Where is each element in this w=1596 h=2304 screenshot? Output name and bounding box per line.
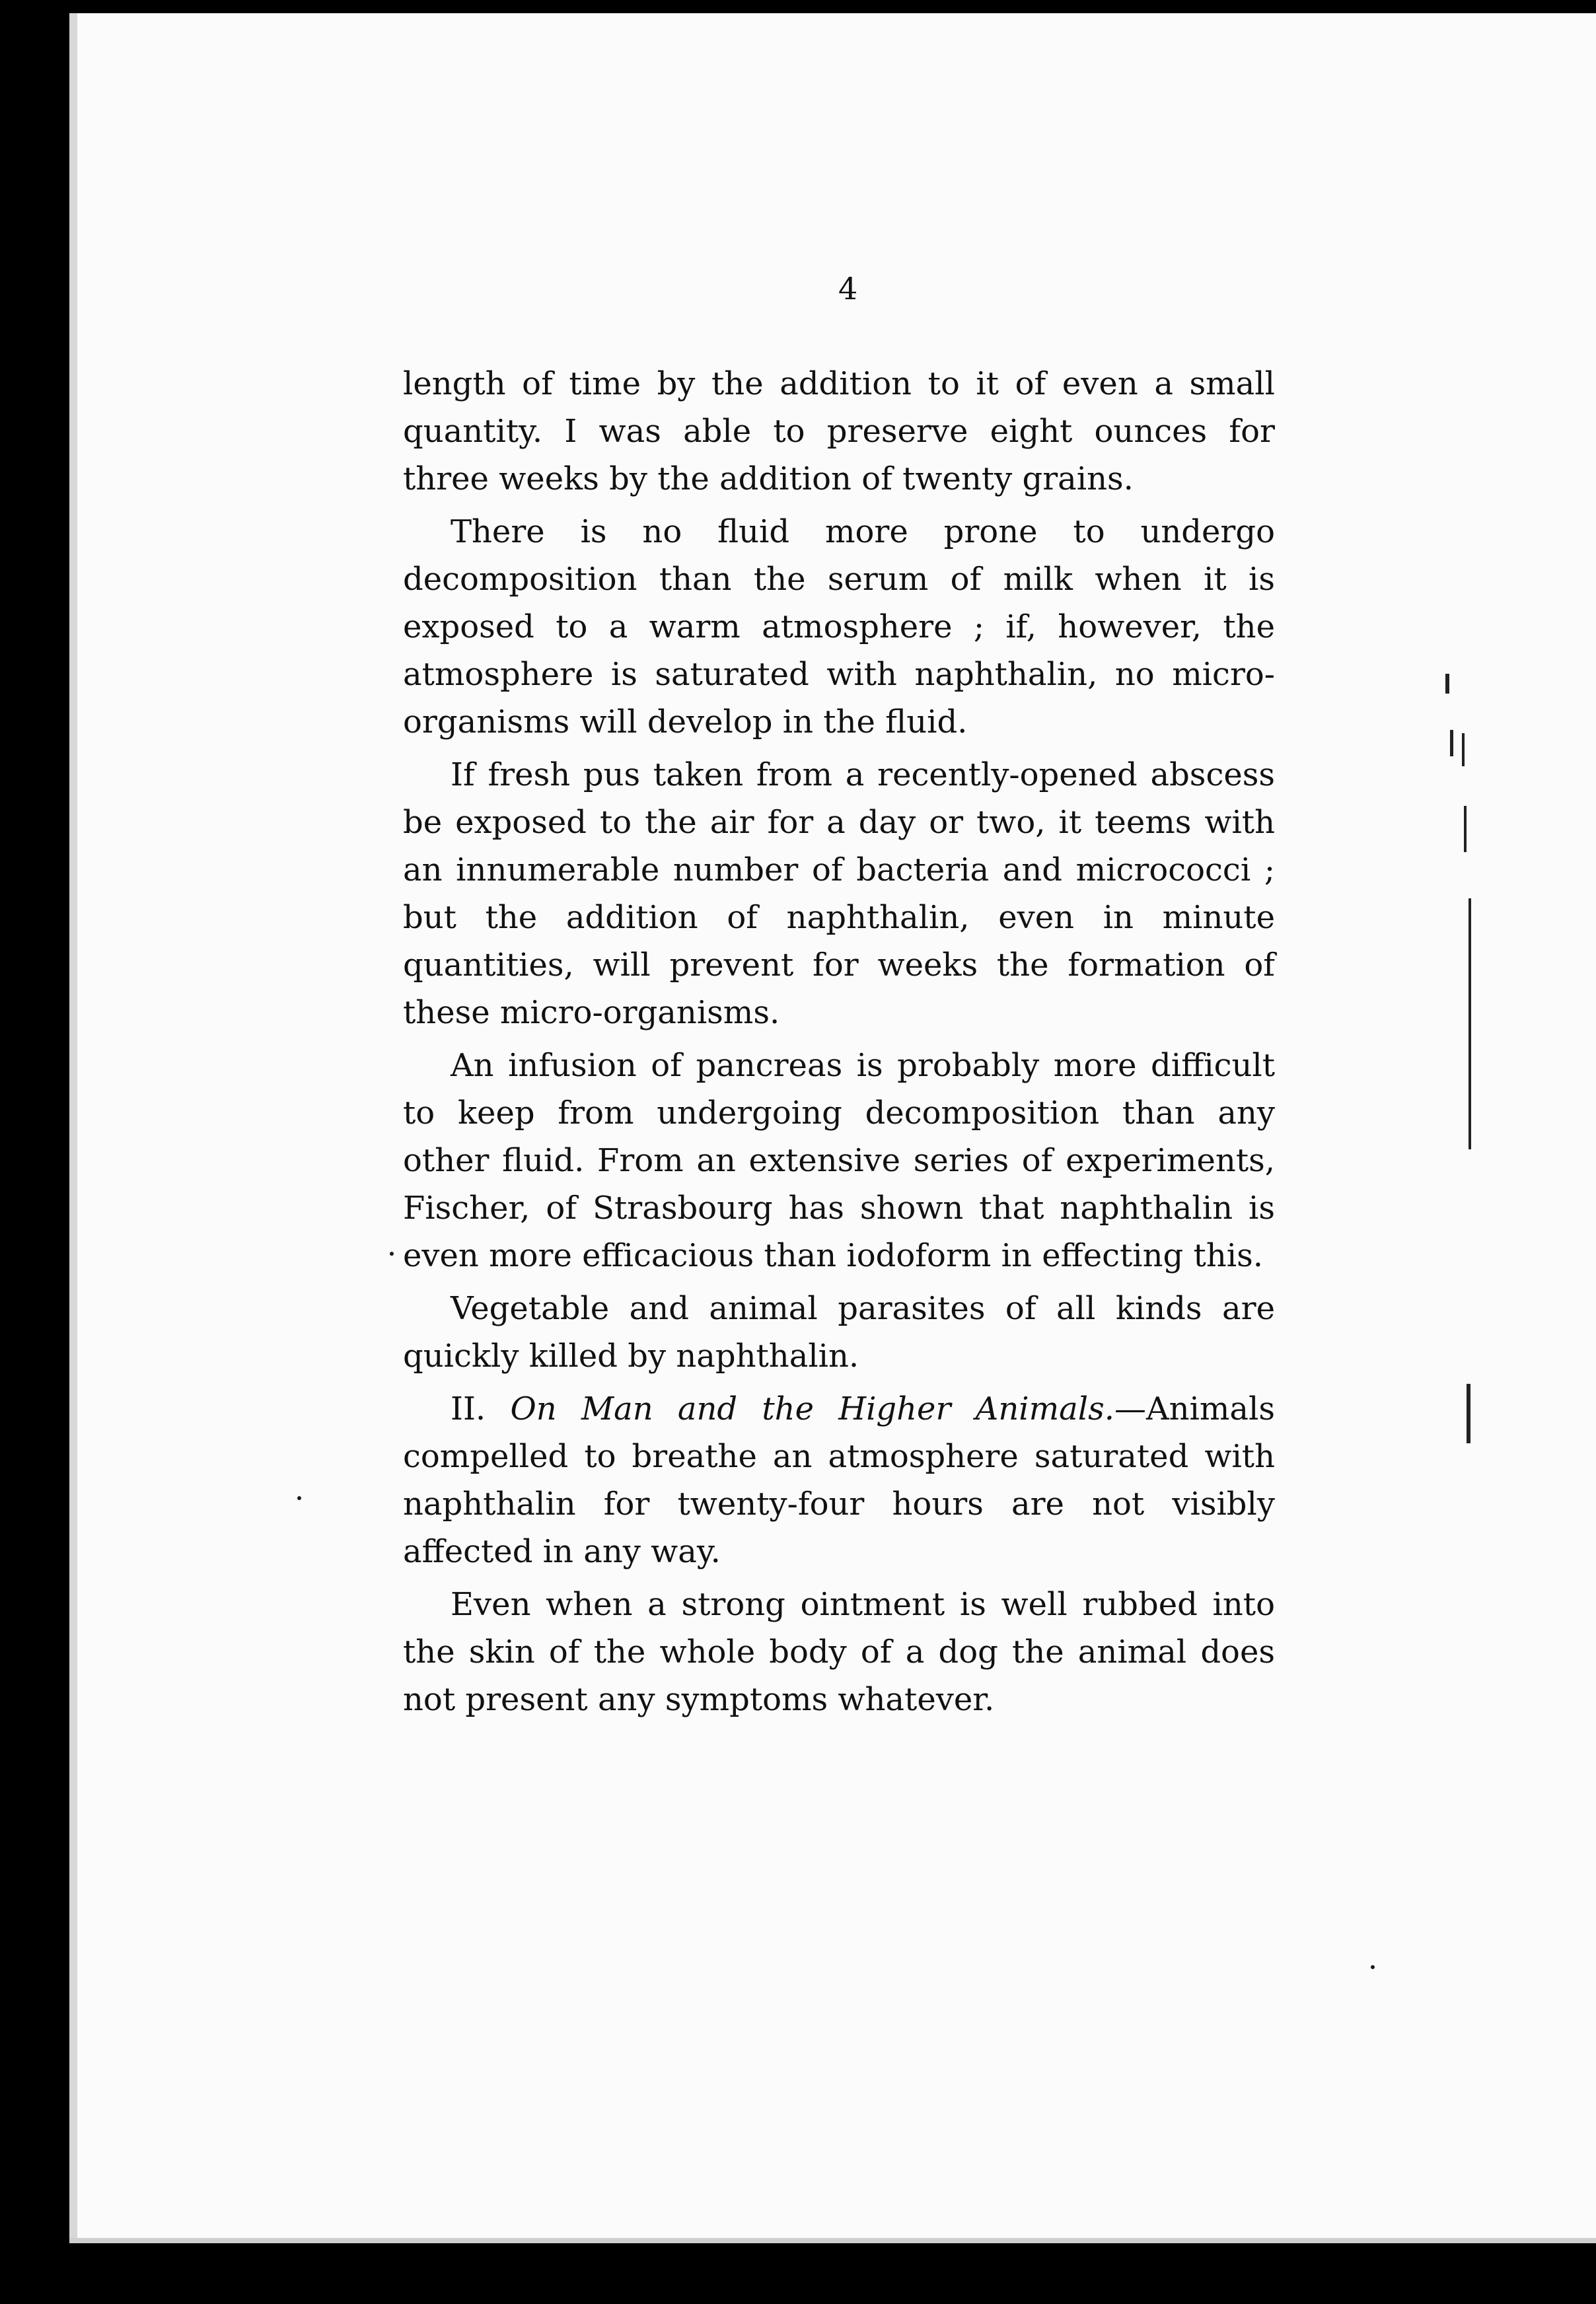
paragraph-3: If fresh pus taken from a recently-opened abscess be exposed to the air for a day or two, it teems with an innumerable number of bacteria and micrococci ; but the addition of naphthalin, even in minute quantities, will prevent for weeks the formation of these micro-organisms.	[403, 756, 1275, 1031]
paragraph-6	[403, 1385, 1275, 1575]
page-sheet	[69, 13, 1596, 2243]
page-shadow	[69, 13, 77, 2243]
binding-mark	[1467, 1384, 1470, 1443]
scan-speck	[1371, 1965, 1375, 1969]
paragraph-1: length of time by the addition to it of even a small quantity. I was able to preserve eight ounces for three weeks by the addition of twenty grains.	[403, 365, 1275, 497]
scan-speck	[297, 1496, 301, 1500]
paragraph-5: Vegetable and animal parasites of all kinds are quickly killed by naphthalin.	[403, 1290, 1275, 1375]
binding-mark	[1450, 730, 1453, 756]
scan-speck	[390, 1252, 394, 1256]
body-text	[403, 360, 1275, 1729]
paragraph-6-text: Animals compelled to breathe an atmosphere saturated with naphthalin for twenty-four hours are not visibly affected in any way.	[403, 1390, 1276, 1570]
paragraph-4: An infusion of pancreas is probably more difficult to keep from undergoing decomposition than any other fluid. From an extensive series of experiments, Fischer, of Strasbourg has shown that naphthalin is even more efficacious than iodoform in effecting this.	[403, 1047, 1275, 1274]
page-edge	[69, 2238, 1596, 2243]
binding-mark	[1469, 898, 1471, 1149]
page-number: 4	[838, 271, 858, 306]
binding-mark	[1462, 733, 1465, 766]
paragraph-2: There is no fluid more prone to undеrgo decomposition than the serum of milk when it is exposed to a warm atmosphere ; if, however, the atmosphere is saturated with naphthalin, no micro-organisms will develop in the fluid.	[403, 513, 1275, 740]
binding-mark	[1445, 674, 1449, 694]
section-heading: On Man and the Higher Animals.—	[510, 1390, 1146, 1427]
section-number: II.	[451, 1390, 486, 1427]
paragraph-7: Even when a strong ointment is well rubbed into the skin of the whole body of a dog the animal does not present any symptoms whatever.	[403, 1586, 1275, 1718]
binding-mark	[1464, 806, 1467, 852]
